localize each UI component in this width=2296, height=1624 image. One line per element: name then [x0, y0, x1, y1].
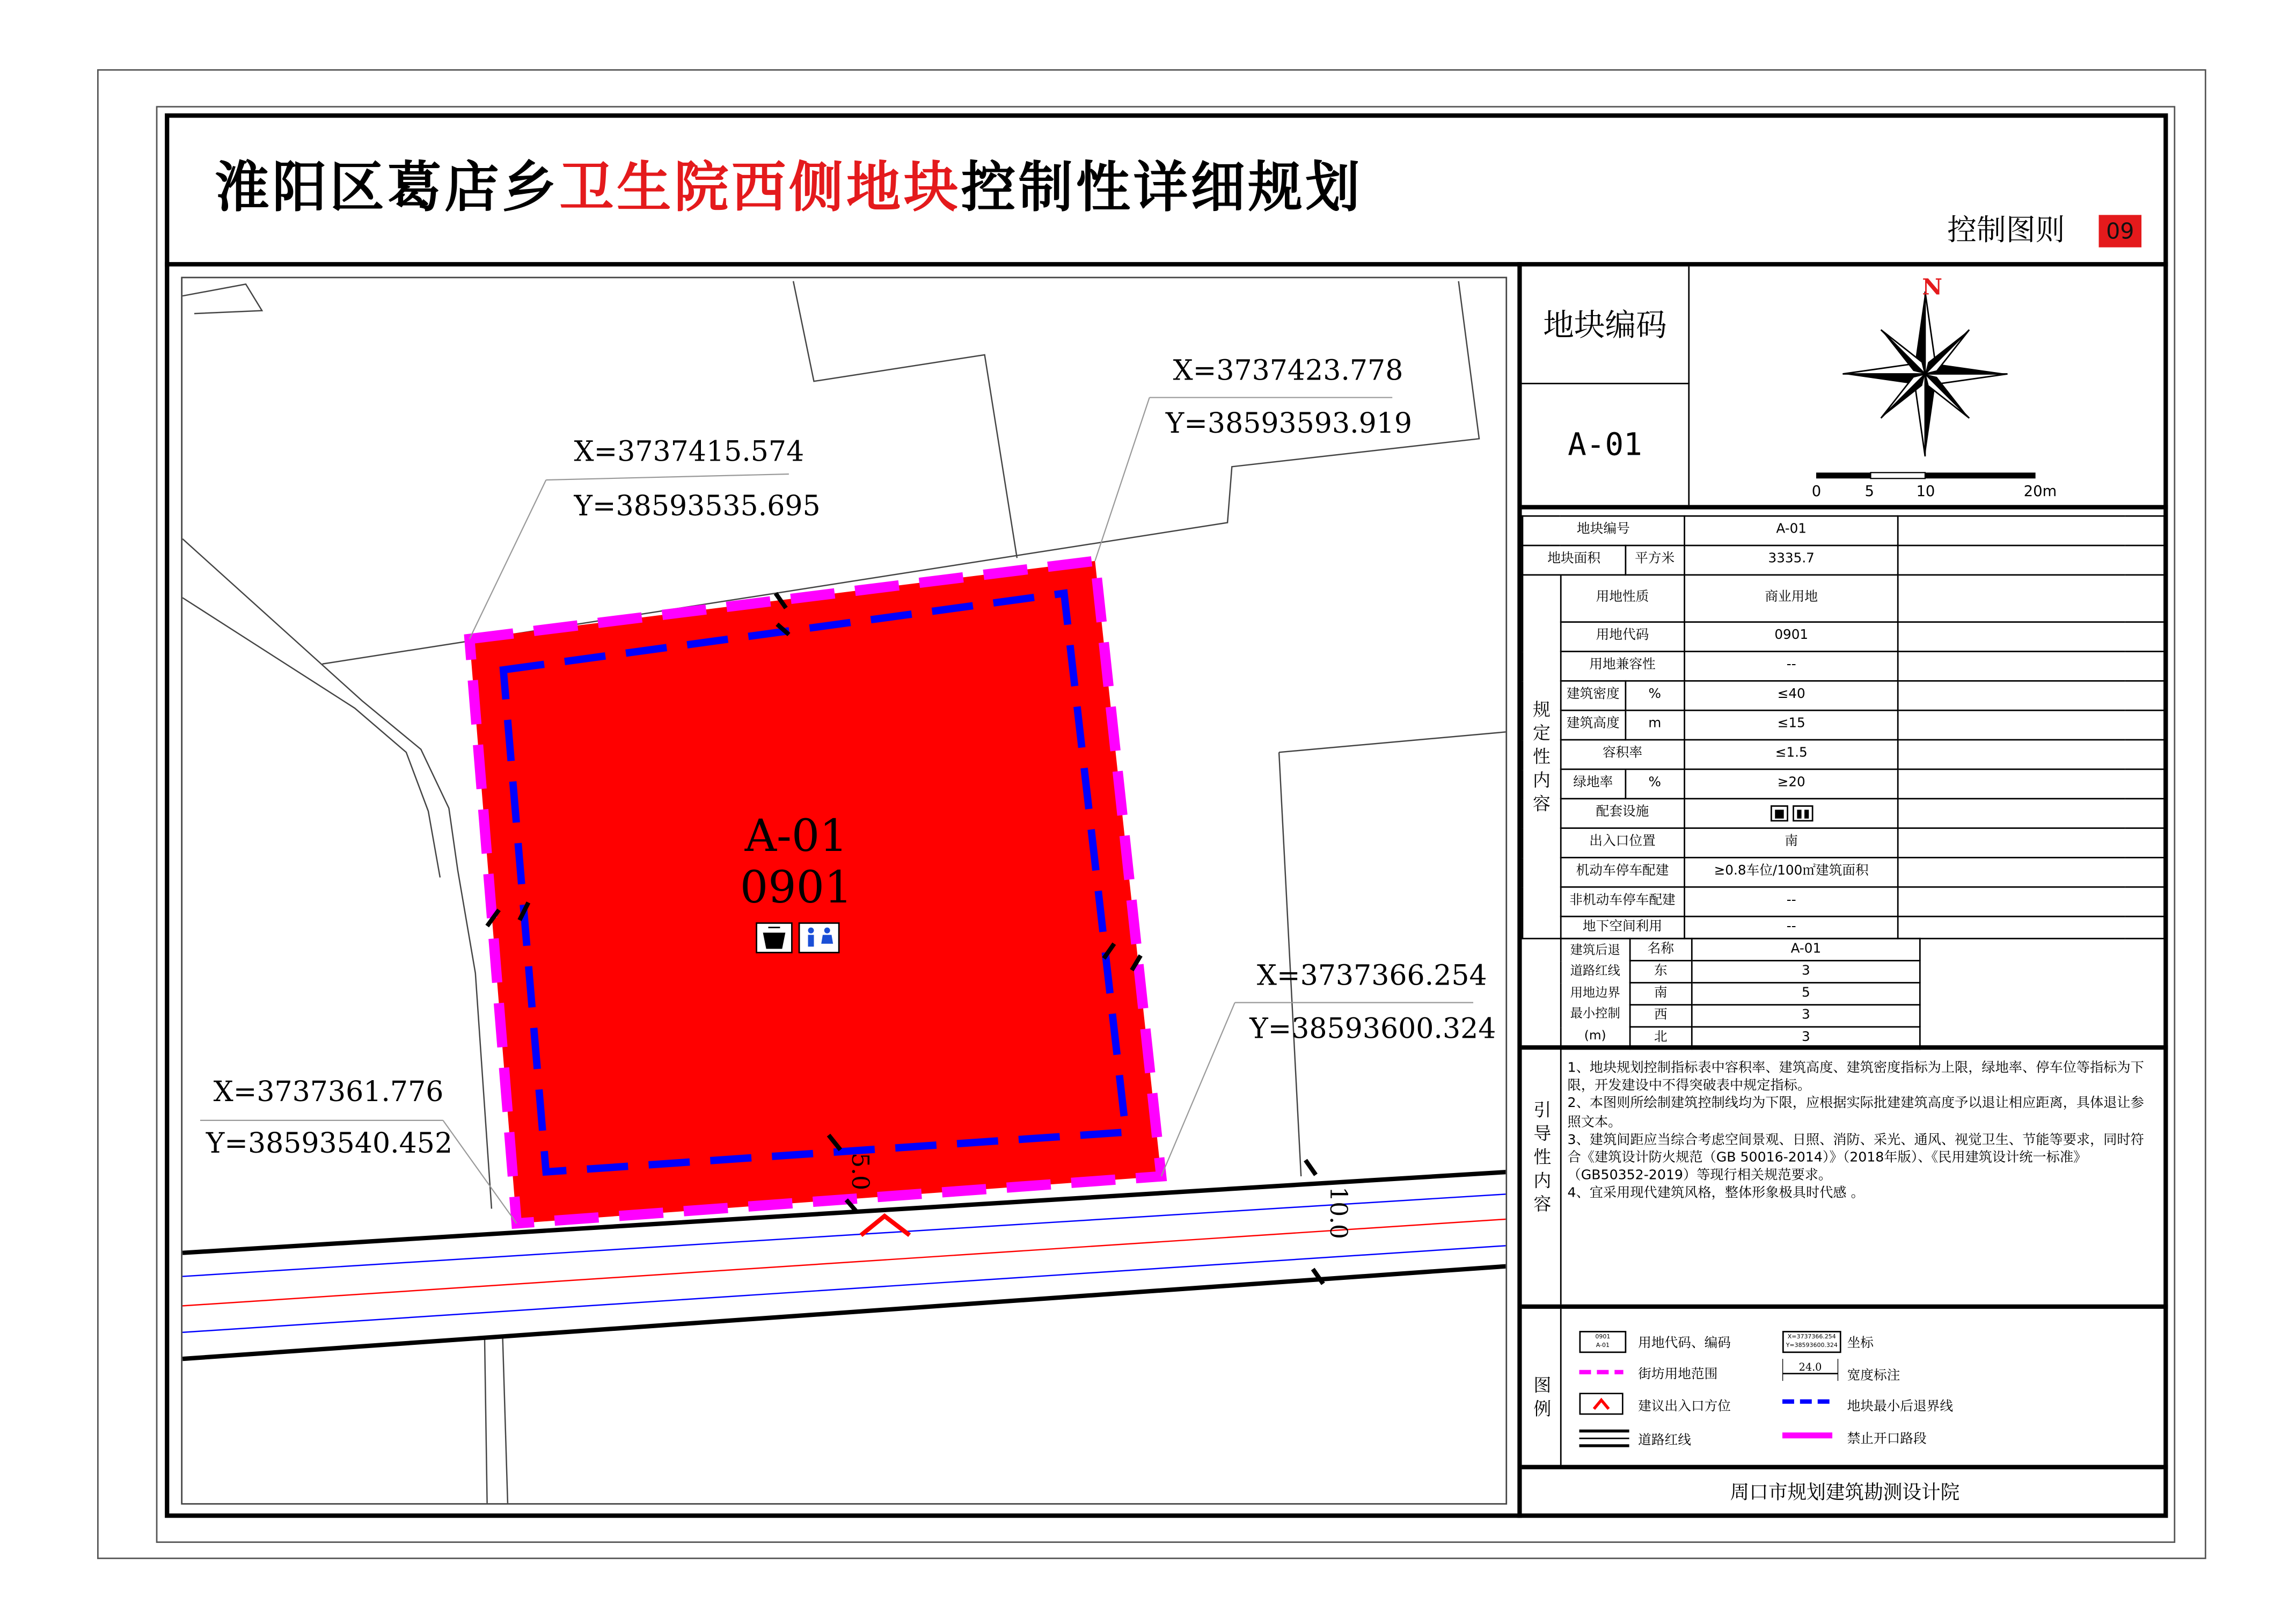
- notes-section-label: 引导性内容: [1533, 1099, 1552, 1215]
- setback-value: 3: [1692, 960, 1920, 982]
- row-label: 建筑密度: [1561, 681, 1625, 710]
- magenta-solid-icon: [1782, 1426, 1832, 1444]
- row-value: ≤15: [1684, 710, 1899, 740]
- table-row: [1523, 769, 2165, 799]
- row-value: --: [1684, 916, 1899, 938]
- setback-dir: 北: [1629, 1027, 1692, 1049]
- page-title: [215, 153, 1363, 224]
- table-row: [1523, 681, 2165, 710]
- table-row: [1523, 545, 2165, 575]
- table-row: [1523, 575, 2165, 622]
- row-unit: m: [1626, 710, 1684, 740]
- land-use-code-label: 0901: [740, 862, 853, 914]
- scale-tick: 0: [1811, 483, 1822, 500]
- indicator-table: [1522, 515, 2165, 940]
- row-value: ≤1.5: [1684, 740, 1899, 769]
- legend-label: 宽度标注: [1847, 1369, 1900, 1384]
- north-label: N: [1922, 273, 1943, 300]
- road-line-icon: [1579, 1428, 1629, 1448]
- restroom-icon: [1792, 805, 1812, 821]
- dimension-label: 5.0: [846, 1153, 874, 1190]
- title-divider: [165, 262, 2168, 266]
- setback-label-line: 最小控制: [1570, 1007, 1620, 1022]
- area-unit: 平方米: [1626, 545, 1684, 575]
- row-value: 0901: [1684, 622, 1899, 652]
- legend-section-label: 图例: [1533, 1375, 1552, 1419]
- row-label: 绿地率: [1561, 769, 1625, 799]
- lot-line: [484, 1312, 487, 1504]
- row-unit: %: [1626, 769, 1684, 799]
- note-item: 4、宜采用现代建筑风格，整体形象极具时代感 。: [1567, 1185, 1864, 1202]
- coordinate-x: X=3737423.778: [1173, 354, 1403, 387]
- magenta-dash-icon: [1579, 1363, 1623, 1381]
- dimension-label: 10.0: [1325, 1186, 1352, 1239]
- sheet-label: 控制图则: [1947, 212, 2065, 247]
- legend-label: 用地代码、编码: [1638, 1337, 1731, 1352]
- coordinate-x: X=3737415.574: [574, 435, 805, 468]
- blue-dash-icon: [1782, 1393, 1832, 1410]
- row-value: ≥20: [1684, 769, 1899, 799]
- row-label: 容积率: [1561, 740, 1684, 769]
- title-suffix: 控制性详细规划: [961, 156, 1363, 220]
- lot-line: [182, 598, 440, 877]
- row-label: 用地性质: [1561, 575, 1684, 622]
- lot-line: [793, 281, 1017, 558]
- svg-text:24.0: 24.0: [1798, 1361, 1822, 1374]
- table-row: [1523, 828, 2165, 858]
- row-label: 用地代码: [1561, 622, 1684, 652]
- row-label: 机动车停车配建: [1561, 857, 1684, 887]
- setback-label-line: 用地边界: [1570, 986, 1620, 1001]
- note-item: 1、地块规划控制指标表中容积率、建筑高度、建筑密度指标为上限，绿地率、停车位等指标为下限，开发建设中不得突破表中规定指标。: [1567, 1060, 2144, 1095]
- parcel-code-label: A-01: [744, 811, 848, 862]
- row-label: 用地兼容性: [1561, 651, 1684, 681]
- code-box-icon: 0901 A-01: [1579, 1331, 1626, 1353]
- coordinate-y: Y=38593540.452: [206, 1127, 453, 1160]
- coordinate-y: Y=38593593.919: [1165, 407, 1413, 440]
- coordinate-y: Y=38593600.324: [1249, 1013, 1496, 1045]
- setback-label-line: 建筑后退: [1570, 943, 1620, 958]
- section-label: [1523, 575, 1561, 938]
- notes-label-divider: [1560, 1050, 1562, 1304]
- setback-value: 3: [1692, 1027, 1920, 1049]
- setback-dir: 东: [1629, 960, 1692, 982]
- setback-label-line: (m): [1584, 1029, 1606, 1044]
- row-unit: %: [1626, 681, 1684, 710]
- setback-label: [1561, 938, 1629, 1049]
- footer-divider: [1522, 1465, 2168, 1469]
- notes-top-divider: [1522, 1045, 2168, 1050]
- trash-bin-icon: [1770, 805, 1788, 821]
- row-value: --: [1684, 651, 1899, 681]
- coordinate-box-icon: X=3737366.254 Y=38593600.324: [1782, 1331, 1841, 1353]
- legend-label: 禁止开口路段: [1847, 1432, 1927, 1447]
- scale-bar-icon: [1803, 467, 2068, 502]
- header-panel-bottom-line: [1522, 505, 2168, 509]
- legend-label: 建议出入口方位: [1638, 1400, 1731, 1415]
- row-label: 出入口位置: [1561, 828, 1684, 858]
- lot-line: [502, 1312, 508, 1504]
- facility-icons-cell: [1684, 799, 1899, 828]
- sheet-number-badge: 09: [2099, 215, 2142, 247]
- table-row: [1523, 651, 2165, 681]
- table-row: [1523, 916, 2165, 938]
- note-item: 2、本图则所绘制建筑控制线均为下限，应根据实际批建建筑高度予以退让相应距离，具体退让参照文本。: [1567, 1096, 2144, 1131]
- entrance-arrow-icon: [1579, 1393, 1623, 1415]
- area-label: 地块面积: [1523, 545, 1626, 575]
- row-value: 商业用地: [1684, 575, 1899, 622]
- table-row: [1561, 938, 1920, 960]
- row-value: 南: [1684, 828, 1899, 858]
- table-row: [1523, 857, 2165, 887]
- lot-line: [1279, 732, 1507, 752]
- setback-label-line: 道路红线: [1570, 964, 1620, 980]
- scale-tick: 10: [1916, 483, 1935, 500]
- setback-table: [1560, 938, 1921, 1050]
- row-label: 配套设施: [1561, 799, 1684, 828]
- setback-dir: 南: [1629, 982, 1692, 1004]
- table-row: [1523, 710, 2165, 740]
- map-svg: [182, 278, 1507, 1504]
- block-code-cell: 地块编码: [1522, 266, 1690, 384]
- title-prefix: 淮阳区葛店乡: [215, 156, 560, 220]
- setback-header-label: 名称: [1629, 938, 1692, 960]
- table-row: [1523, 799, 2165, 828]
- restroom-icon: [799, 923, 839, 952]
- title-highlight: 卫生院西侧地块: [559, 156, 961, 220]
- coordinate-x: X=3737361.776: [213, 1076, 444, 1109]
- table-row: [1523, 622, 2165, 652]
- setback-value: 3: [1692, 1005, 1920, 1027]
- legend-top-divider: [1522, 1305, 2168, 1309]
- footer-institute: 周口市规划建筑勘测设计院: [1730, 1482, 1960, 1505]
- row-label: 建筑高度: [1561, 710, 1625, 740]
- table-row: [1523, 740, 2165, 769]
- legend-label: 道路红线: [1638, 1434, 1691, 1449]
- panel-divider: [1517, 262, 1522, 1518]
- setback-dir: 西: [1629, 1005, 1692, 1027]
- scale-tick: 5: [1864, 483, 1874, 500]
- row-value: ≤40: [1684, 681, 1899, 710]
- legend-label: 街坊用地范围: [1638, 1367, 1718, 1383]
- map-area: [181, 277, 1507, 1505]
- note-item: 3、建筑间距应当综合考虑空间景观、日照、消防、采光、通风、视觉卫生、节能等要求，同时符合《建筑设计防火规范（GB 50016-2014）》（2018年版）、《民用建筑设计统一标准》（GB50352-2019）等现行相关规范要求。: [1567, 1132, 2144, 1184]
- setback-header-value: A-01: [1692, 938, 1920, 960]
- row-label: 地下空间利用: [1561, 916, 1684, 938]
- lot-line: [182, 284, 262, 314]
- legend-label: 坐标: [1847, 1337, 1874, 1352]
- block-no-value: A-01: [1684, 516, 1899, 545]
- block-no-label: 地块编号: [1523, 516, 1684, 545]
- notes-body: [1568, 1060, 2149, 1204]
- section-label-text: 规定性内容: [1533, 699, 1551, 814]
- legend-label: 地块最小后退界线: [1847, 1400, 1954, 1415]
- row-label: 非机动车停车配建: [1561, 887, 1684, 916]
- coordinate-x: X=3737366.254: [1256, 959, 1487, 992]
- table-row: [1523, 516, 2165, 545]
- block-code-value: A-01: [1522, 384, 1690, 505]
- scale-tick: 20m: [2023, 483, 2057, 500]
- area-value: 3335.7: [1684, 545, 1899, 575]
- table-row: [1523, 887, 2165, 916]
- row-value: --: [1684, 887, 1899, 916]
- coordinate-y: Y=38593535.695: [574, 490, 821, 522]
- legend-label-divider: [1560, 1309, 1562, 1465]
- width-dimension-icon: [1782, 1359, 1838, 1381]
- row-value: ≥0.8车位/100㎡建筑面积: [1684, 857, 1899, 887]
- setback-value: 5: [1692, 982, 1920, 1004]
